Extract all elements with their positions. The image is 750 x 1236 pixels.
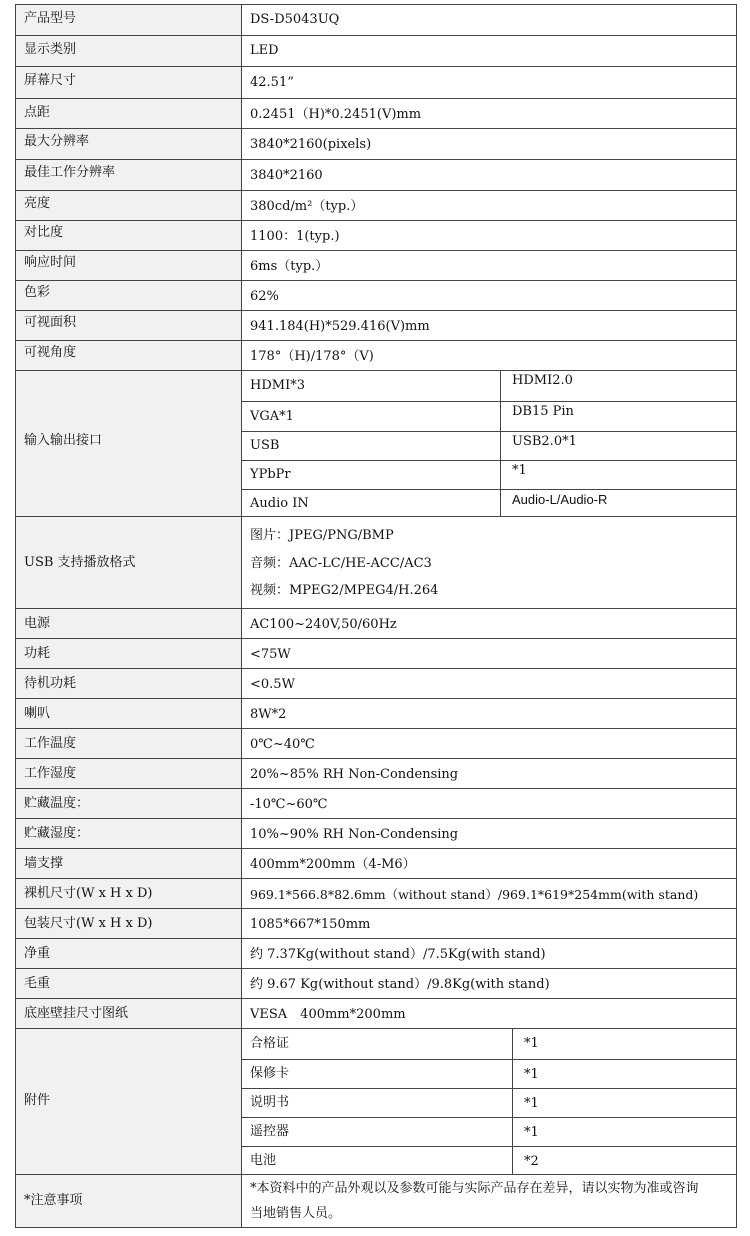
note-line: *本资料中的产品外观以及参数可能与实际产品存在差异，请以实物为准或咨询 [250,1181,699,1196]
spec-label: 毛重 [24,976,51,991]
accessories-row [15,1028,737,1174]
accessory-item [242,1088,736,1117]
spec-value: 约 9.67 Kg(without stand）/9.8Kg(with stand) [250,977,550,992]
spec-label: 贮藏温度： [24,796,90,811]
spec-row [15,998,737,1028]
spec-row [15,668,737,698]
spec-label: 裸机尺寸(W x H x D) [24,886,153,901]
spec-value: LED [250,43,279,58]
usb-format-row [15,516,737,608]
spec-label: 最佳工作分辨率 [24,165,116,180]
accessory-item [242,1029,736,1059]
spec-value: 380cd/m²（typ.） [250,199,364,214]
spec-row [15,280,737,310]
io-item [242,371,736,401]
spec-value: 178°（H)/178°（V) [250,349,374,364]
spec-value: 8W*2 [250,707,287,722]
io-label: 输入输出接口 [24,433,103,448]
spec-value: 1100：1(typ.) [250,229,340,244]
spec-value: 约 7.37Kg(without stand）/7.5Kg(with stand) [250,947,546,962]
accessory-qty: *1 [524,1096,539,1111]
spec-row [15,190,737,220]
accessory-qty: *2 [524,1154,539,1169]
note-label: *注意事项 [24,1193,83,1208]
spec-label: 待机功耗 [24,676,77,691]
spec-label: 可视面积 [24,315,77,330]
spec-value: 3840*2160(pixels) [250,137,372,152]
spec-label: 工作温度 [24,736,77,751]
spec-row [15,4,737,35]
spec-row [15,638,737,668]
spec-label: 墙支撑 [24,856,64,871]
accessory-name: 遥控器 [250,1124,290,1139]
spec-label: 喇叭 [24,706,51,721]
spec-row [15,698,737,728]
spec-row [15,98,737,128]
io-spec: *1 [512,463,527,478]
io-row [15,370,737,516]
spec-label: 屏幕尺寸 [24,73,77,88]
accessory-qty: *1 [524,1036,539,1051]
io-port: USB [250,438,280,453]
spec-row [15,159,737,190]
usb-format-line: 音频：AAC-LC/HE-ACC/AC3 [250,556,432,571]
spec-label: 贮藏湿度： [24,826,90,841]
spec-row [15,220,737,250]
accessory-item [242,1146,736,1175]
spec-row [15,938,737,968]
accessory-name: 电池 [250,1153,277,1168]
io-spec: USB2.0*1 [512,434,577,449]
io-spec: Audio-L/Audio-R [512,492,608,507]
io-spec: DB15 Pin [512,404,574,419]
io-item [242,460,736,489]
accessory-qty: *1 [524,1125,539,1140]
spec-value: AC100~240V,50/60Hz [250,617,397,632]
spec-row [15,608,737,638]
spec-label: 响应时间 [24,255,77,270]
spec-label: 点距 [24,105,51,120]
spec-row [15,788,737,818]
spec-label: 色彩 [24,285,51,300]
spec-value: 62% [250,289,279,304]
spec-row [15,908,737,938]
spec-value: 400mm*200mm（4-M6） [250,857,416,872]
spec-value: 941.184(H)*529.416(V)mm [250,319,430,334]
spec-row [15,310,737,340]
spec-row [15,878,737,908]
spec-value: DS-D5043UQ [250,12,340,27]
accessory-qty: *1 [524,1067,539,1082]
accessory-item [242,1117,736,1146]
spec-value: 0℃~40℃ [250,737,315,752]
spec-value: -10℃~60℃ [250,797,328,812]
io-item [242,401,736,431]
spec-value: VESA 400mm*200mm [250,1007,406,1022]
spec-value: <75W [250,647,291,662]
io-spec: HDMI2.0 [512,373,573,388]
spec-row [15,848,737,878]
accessory-name: 合格证 [250,1036,290,1051]
spec-value: 969.1*566.8*82.6mm（without stand）/969.1*619*254mm(with stand) [250,887,699,902]
spec-row [15,250,737,280]
spec-row [15,818,737,848]
note-line: 当地销售人员。 [250,1206,342,1221]
spec-value: 3840*2160 [250,168,323,183]
spec-label: 净重 [24,946,51,961]
io-item [242,431,736,460]
spec-label: 功耗 [24,646,51,661]
spec-value: 42.51” [250,75,294,90]
spec-row [15,340,737,370]
spec-label: 产品型号 [24,11,77,26]
spec-row [15,35,737,66]
io-port: VGA*1 [250,409,294,424]
spec-row [15,728,737,758]
usb-format-line: 视频：MPEG2/MPEG4/H.264 [250,583,439,598]
spec-value: <0.5W [250,677,295,692]
io-port: YPbPr [250,467,291,482]
spec-label: 可视角度 [24,345,77,360]
io-port: Audio IN [250,496,309,511]
spec-label: 最大分辨率 [24,134,90,149]
spec-label: 对比度 [24,225,64,240]
usb-format-label: USB 支持播放格式 [24,555,136,570]
accessory-name: 保修卡 [250,1066,290,1081]
spec-row [15,968,737,998]
spec-row [15,758,737,788]
io-port: HDMI*3 [250,378,305,393]
spec-value: 20%~85% RH Non-Condensing [250,767,459,782]
spec-value: 6ms（typ.） [250,259,329,274]
spec-label: 电源 [24,616,51,631]
accessories-label: 附件 [24,1093,51,1108]
accessory-item [242,1059,736,1088]
spec-label: 底座壁挂尺寸图纸 [24,1006,129,1021]
note-row [15,1174,737,1228]
usb-format-line: 图片：JPEG/PNG/BMP [250,528,394,543]
spec-label: 工作湿度 [24,766,77,781]
spec-table [15,4,737,1228]
spec-label: 亮度 [24,196,51,211]
io-item [242,489,736,517]
spec-value: 1085*667*150mm [250,917,371,932]
spec-row [15,128,737,159]
spec-label: 包装尺寸(W x H x D) [24,916,153,931]
spec-value: 0.2451（H)*0.2451(V)mm [250,107,422,122]
accessory-name: 说明书 [250,1095,290,1110]
spec-value: 10%~90% RH Non-Condensing [250,827,459,842]
spec-row [15,66,737,98]
spec-label: 显示类别 [24,42,77,57]
